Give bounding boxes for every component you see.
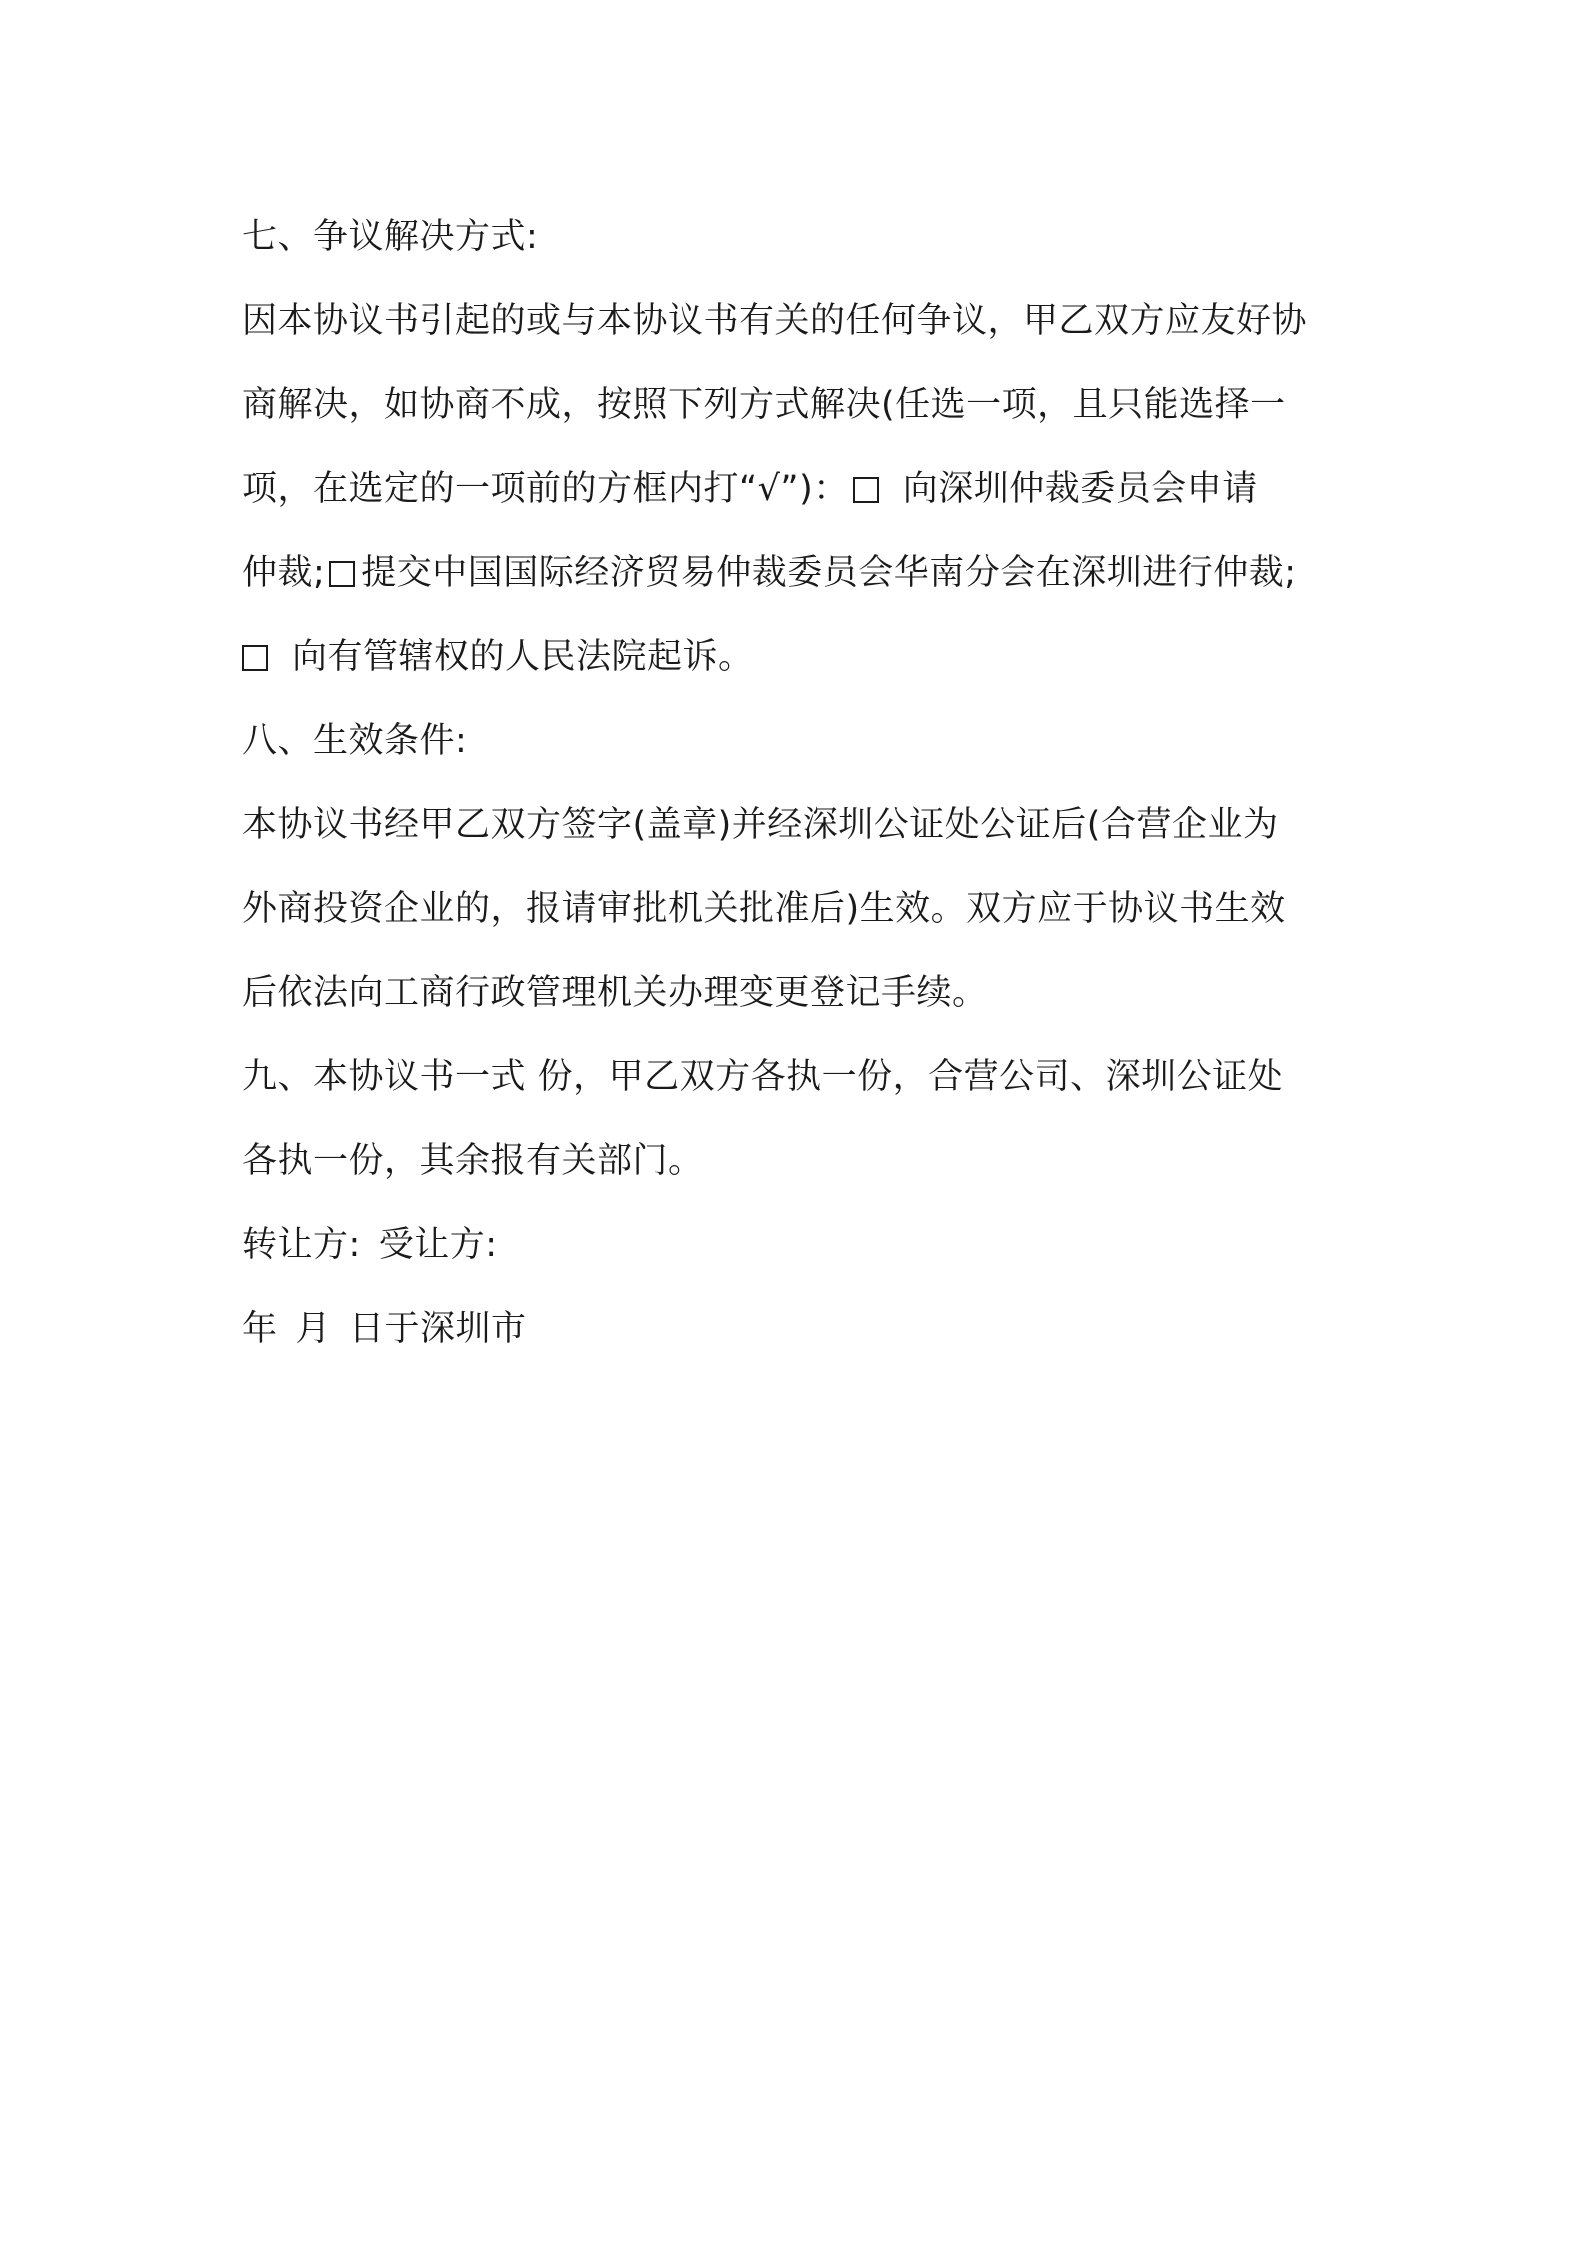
- date-month: 月: [295, 1309, 332, 1349]
- section-8-heading: 八、生效条件:: [242, 721, 468, 761]
- section-9-text-line-1: 九、本协议书一式 份，甲乙双方各执一份，合营公司、深圳公证处: [242, 1057, 1284, 1097]
- document-body: [242, 195, 1352, 1371]
- section-7-text-line-2: 商解决，如协商不成，按照下列方式解决(任选一项，且只能选择一: [242, 385, 1286, 425]
- date-day-place: 日于深圳市: [349, 1309, 527, 1349]
- option-1-label-continued: 仲裁;: [242, 553, 326, 593]
- option-1-label: 向深圳仲裁委员会申请: [902, 469, 1258, 509]
- section-7-text-line-3: [242, 447, 1352, 531]
- transferor-label: 转让方:: [242, 1225, 361, 1265]
- date-year: 年: [242, 1309, 278, 1349]
- section-8-text-line-2: 外商投资企业的，报请审批机关批准后)生效。双方应于协议书生效: [242, 889, 1286, 929]
- section-7-instruction: 项，在选定的一项前的方框内打“√”)：: [242, 469, 849, 509]
- signature-line: [242, 1203, 1352, 1287]
- option-checkbox-arbitration-shenzhen[interactable]: [853, 477, 879, 503]
- option-checkbox-court[interactable]: [242, 645, 268, 671]
- section-7-heading: 七、争议解决方式:: [242, 217, 539, 257]
- option-2-label: 提交中国国际经济贸易仲裁委员会华南分会在深圳进行仲裁;: [361, 553, 1297, 593]
- transferee-label: 受让方:: [378, 1225, 498, 1265]
- date-line: [242, 1287, 1352, 1371]
- section-7-text-line-4: [242, 531, 1352, 615]
- section-8-text-line-1: 本协议书经甲乙双方签字(盖章)并经深圳公证处公证后(合营企业为: [242, 805, 1279, 845]
- section-9-text-line-2: 各执一份，其余报有关部门。: [242, 1141, 704, 1181]
- section-8-text-line-3: 后依法向工商行政管理机关办理变更登记手续。: [242, 973, 988, 1013]
- option-checkbox-arbitration-cietac[interactable]: [329, 561, 355, 587]
- option-3-label: 向有管辖权的人民法院起诉。: [292, 637, 754, 677]
- section-7-text-line-5: [242, 615, 1352, 699]
- section-7-text-line-1: 因本协议书引起的或与本协议书有关的任何争议，甲乙双方应友好协: [242, 301, 1308, 341]
